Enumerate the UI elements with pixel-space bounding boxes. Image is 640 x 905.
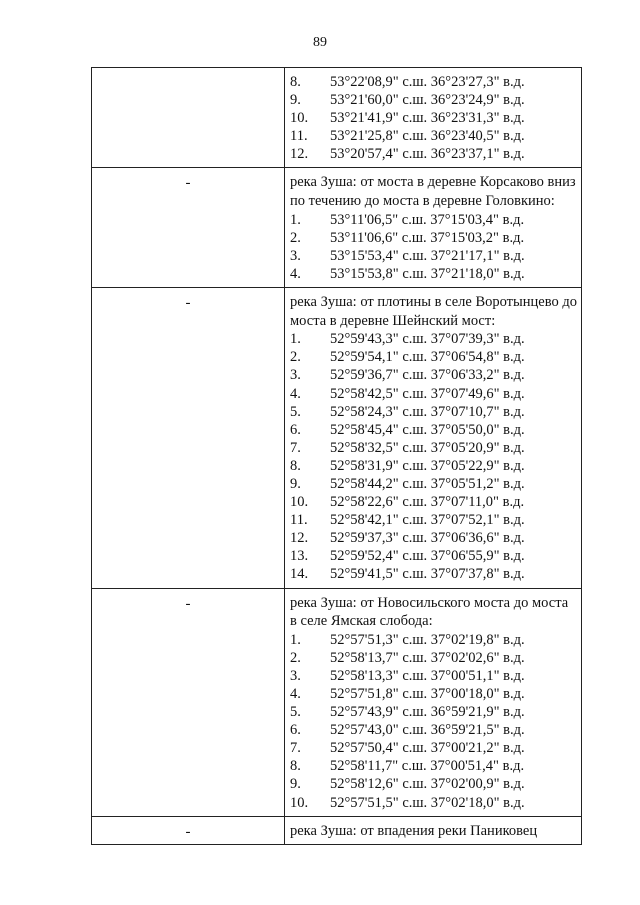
section-description: река Зуша: от впадения реки Паниковец <box>290 822 538 839</box>
coordinate-line <box>290 547 577 565</box>
row-marker: - <box>185 823 191 840</box>
coordinate-value: 52°58'12,6" с.ш. 37°02'00,9" в.д. <box>330 776 525 793</box>
row-content-cell <box>285 68 582 168</box>
coordinate-number: 10. <box>290 494 309 511</box>
coordinate-number: 1. <box>290 631 301 648</box>
coordinate-line <box>290 631 577 649</box>
coordinate-value: 52°57'43,9" с.ш. 36°59'21,9" в.д. <box>330 704 525 721</box>
coordinate-number: 10. <box>290 794 309 811</box>
coordinate-value: 52°57'43,0" с.ш. 36°59'21,5" в.д. <box>330 722 525 739</box>
coordinate-line <box>290 757 577 775</box>
coordinate-line <box>290 385 577 403</box>
coordinate-line <box>290 109 577 127</box>
row-marker <box>92 68 284 75</box>
coordinate-number: 12. <box>290 530 309 547</box>
row-marker-cell <box>92 588 285 816</box>
row-marker-cell <box>92 288 285 589</box>
coordinate-number: 8. <box>290 457 301 474</box>
row-content-cell <box>285 588 582 816</box>
coordinate-value: 53°15'53,8" с.ш. 37°21'18,0" в.д. <box>330 265 525 282</box>
coordinate-line <box>290 211 577 229</box>
coordinate-number: 5. <box>290 704 301 721</box>
coordinate-line <box>290 475 577 493</box>
coordinate-line <box>290 91 577 109</box>
coordinate-value: 53°21'60,0" с.ш. 36°23'24,9" в.д. <box>330 92 525 109</box>
coordinate-value: 53°15'53,4" с.ш. 37°21'17,1" в.д. <box>330 247 525 264</box>
coordinate-line <box>290 794 577 812</box>
coordinate-number: 4. <box>290 385 301 402</box>
coordinate-line <box>290 330 577 348</box>
row-marker: - <box>185 175 191 192</box>
coordinate-number: 12. <box>290 146 309 163</box>
coordinate-number: 8. <box>290 74 301 90</box>
coordinate-number: 10. <box>290 110 309 127</box>
coordinate-value: 52°58'22,6" с.ш. 37°07'11,0" в.д. <box>330 494 525 511</box>
coordinate-line <box>290 703 577 721</box>
coordinate-value: 53°11'06,5" с.ш. 37°15'03,4" в.д. <box>330 211 525 228</box>
coordinate-value: 52°58'11,7" с.ш. 37°00'51,4" в.д. <box>330 758 525 775</box>
coordinate-value: 52°58'45,4" с.ш. 37°05'50,0" в.д. <box>330 421 525 438</box>
table-row <box>92 588 582 816</box>
coordinate-number: 9. <box>290 92 301 109</box>
coordinate-line <box>290 511 577 529</box>
coordinate-number: 11. <box>290 512 308 529</box>
coordinate-number: 14. <box>290 566 309 583</box>
coordinate-line <box>290 667 577 685</box>
coordinate-value: 52°58'42,5" с.ш. 37°07'49,6" в.д. <box>330 385 525 402</box>
coordinate-value: 52°59'43,3" с.ш. 37°07'39,3" в.д. <box>330 331 525 348</box>
coordinate-number: 8. <box>290 758 301 775</box>
coordinate-line <box>290 493 577 511</box>
coordinate-value: 52°58'32,5" с.ш. 37°05'20,9" в.д. <box>330 439 525 456</box>
coordinate-value: 53°21'41,9" с.ш. 36°23'31,3" в.д. <box>330 110 525 127</box>
coordinate-line <box>290 739 577 757</box>
coordinate-number: 9. <box>290 475 301 492</box>
page-number: 89 <box>313 35 327 50</box>
coordinate-value: 52°57'51,3" с.ш. 37°02'19,8" в.д. <box>330 631 525 648</box>
coordinate-line <box>290 421 577 439</box>
coordinate-number: 3. <box>290 247 301 264</box>
coordinate-number: 5. <box>290 403 301 420</box>
coordinate-line <box>290 721 577 739</box>
coordinate-line <box>290 649 577 667</box>
coordinate-line <box>290 457 577 475</box>
coordinate-value: 52°57'50,4" с.ш. 37°00'21,2" в.д. <box>330 740 525 757</box>
row-marker: - <box>185 595 191 612</box>
section-description: река Зуша: от плотины в селе Воротынцево до моста в деревне Шейнский мост: <box>290 294 577 329</box>
coordinate-value: 52°58'24,3" с.ш. 37°07'10,7" в.д. <box>330 403 525 420</box>
coordinate-line <box>290 247 577 265</box>
table-row <box>92 68 582 168</box>
row-content-cell <box>285 168 582 288</box>
coordinate-number: 9. <box>290 776 301 793</box>
table-row <box>92 168 582 288</box>
coordinates-table <box>91 67 582 845</box>
coordinate-value: 52°58'42,1" с.ш. 37°07'52,1" в.д. <box>330 512 525 529</box>
coordinate-line <box>290 529 577 547</box>
coordinate-number: 2. <box>290 649 301 666</box>
coordinate-line <box>290 685 577 703</box>
coordinate-line <box>290 127 577 145</box>
coordinate-line <box>290 348 577 366</box>
coordinate-value: 52°58'13,7" с.ш. 37°02'02,6" в.д. <box>330 649 525 666</box>
coordinate-value: 52°58'13,3" с.ш. 37°00'51,1" в.д. <box>330 667 525 684</box>
coordinate-number: 4. <box>290 265 301 282</box>
table-row <box>92 816 582 845</box>
coordinate-line <box>290 265 577 283</box>
section-description: река Зуша: от Новосильского моста до моста в селе Ямская слобода: <box>290 594 569 630</box>
row-marker: - <box>185 295 191 312</box>
coordinate-number: 2. <box>290 229 301 246</box>
row-marker-cell <box>92 68 285 168</box>
coordinate-line <box>290 229 577 247</box>
coordinate-number: 1. <box>290 211 301 228</box>
coordinate-number: 11. <box>290 128 308 145</box>
coordinate-number: 7. <box>290 740 301 757</box>
coordinate-line <box>290 403 577 421</box>
coordinate-value: 52°59'41,5" с.ш. 37°07'37,8" в.д. <box>330 566 525 583</box>
row-marker-cell <box>92 816 285 845</box>
coordinate-line <box>290 145 577 163</box>
coordinate-value: 52°59'54,1" с.ш. 37°06'54,8" в.д. <box>330 349 525 366</box>
coordinate-line <box>290 439 577 457</box>
coordinate-value: 52°58'31,9" с.ш. 37°05'22,9" в.д. <box>330 457 525 474</box>
coordinate-line <box>290 565 577 583</box>
coordinate-line <box>290 366 577 384</box>
coordinate-value: 53°22'08,9" с.ш. 36°23'27,3" в.д. <box>330 74 525 90</box>
coordinate-value: 53°11'06,6" с.ш. 37°15'03,2" в.д. <box>330 229 525 246</box>
coordinate-number: 6. <box>290 722 301 739</box>
coordinate-value: 52°59'36,7" с.ш. 37°06'33,2" в.д. <box>330 367 525 384</box>
table-body <box>92 68 582 845</box>
coordinate-number: 13. <box>290 548 309 565</box>
coordinate-value: 52°58'44,2" с.ш. 37°05'51,2" в.д. <box>330 475 525 492</box>
row-content-cell <box>285 816 582 845</box>
coordinate-number: 6. <box>290 421 301 438</box>
coordinate-value: 52°59'52,4" с.ш. 37°06'55,9" в.д. <box>330 548 525 565</box>
coordinate-number: 1. <box>290 331 301 348</box>
coordinate-number: 7. <box>290 439 301 456</box>
coordinate-line <box>290 73 577 91</box>
coordinate-value: 53°20'57,4" с.ш. 36°23'37,1" в.д. <box>330 146 525 163</box>
table-row <box>92 288 582 589</box>
coordinate-line <box>290 775 577 793</box>
coordinate-value: 52°57'51,8" с.ш. 37°00'18,0" в.д. <box>330 686 525 702</box>
coordinate-number: 3. <box>290 667 301 684</box>
row-content-cell <box>285 288 582 589</box>
coordinate-number: 4. <box>290 686 301 702</box>
coordinate-value: 52°57'51,5" с.ш. 37°02'18,0" в.д. <box>330 794 525 811</box>
coordinate-value: 52°59'37,3" с.ш. 37°06'36,6" в.д. <box>330 530 525 547</box>
coordinate-value: 53°21'25,8" с.ш. 36°23'40,5" в.д. <box>330 128 525 145</box>
coordinate-number: 3. <box>290 367 301 384</box>
row-marker-cell <box>92 168 285 288</box>
section-description: река Зуша: от моста в деревне Корсаково вниз по течению до моста в деревне Головкино: <box>290 174 576 210</box>
coordinate-number: 2. <box>290 349 301 366</box>
